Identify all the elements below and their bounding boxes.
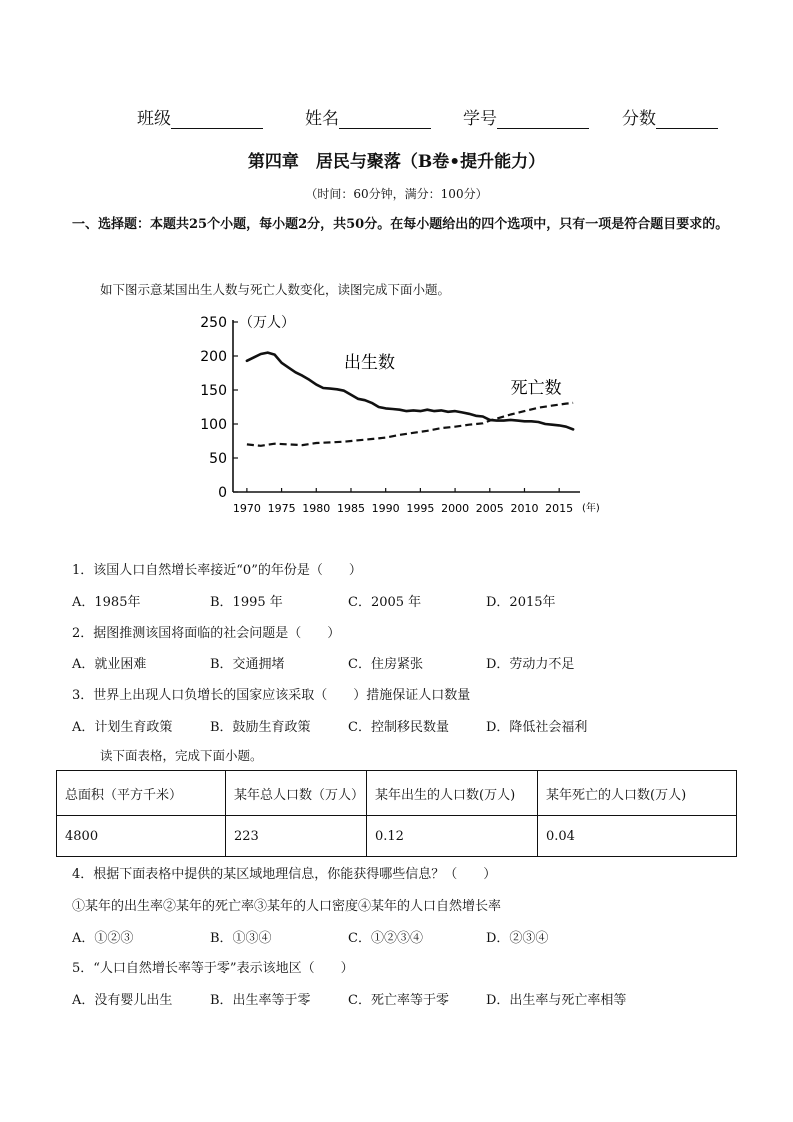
q5-option-d[interactable]: D．出生率与死亡率相等 <box>486 993 627 1008</box>
q2-option-b[interactable]: B．交通拥堵 <box>210 657 285 672</box>
y-tick-label: 100 <box>200 417 227 433</box>
q4-option-a[interactable]: A．①②③ <box>72 931 134 946</box>
question-4-stem: 4．根据下面表格中提供的某区域地理信息，你能获得哪些信息？（ ） <box>72 867 497 882</box>
x-tick-label: 2000 <box>441 502 470 515</box>
q1-option-d[interactable]: D．2015年 <box>486 595 556 610</box>
exam-info: （时间：60分钟，满分：100分） <box>305 187 488 201</box>
x-tick-label: 1975 <box>267 502 296 515</box>
series-annotation: 出生数 <box>344 353 396 374</box>
id-label: 学号 <box>463 109 497 129</box>
score-field[interactable] <box>622 104 718 129</box>
question-5-options <box>72 989 732 1009</box>
x-tick-label: 1980 <box>302 502 331 515</box>
class-label: 班级 <box>137 109 171 129</box>
x-tick-label: 1970 <box>232 502 261 515</box>
x-tick-label: 2015 <box>545 502 574 515</box>
q3-option-a[interactable]: A．计划生育政策 <box>72 720 173 735</box>
population-chart <box>180 305 610 520</box>
q1-option-c[interactable]: C．2005 年 <box>348 595 422 610</box>
name-blank[interactable] <box>339 110 431 129</box>
q4-option-d[interactable]: D．②③④ <box>486 931 549 946</box>
x-tick-label: 1995 <box>406 502 435 515</box>
table-cell: 0.12 <box>367 816 538 857</box>
question-2-stem: 2．据图推测该国将面临的社会问题是（ ） <box>72 626 341 641</box>
chart-intro: 如下图示意某国出生人数与死亡人数变化，读图完成下面小题。 <box>100 282 451 297</box>
q2-option-d[interactable]: D．劳动力不足 <box>486 657 575 672</box>
q5-option-a[interactable]: A．没有婴儿出生 <box>72 993 173 1008</box>
question-1-stem: 1．该国人口自然增长率接近“0”的年份是（ ） <box>72 563 362 578</box>
y-tick-label: 0 <box>218 485 227 501</box>
question-2-options <box>72 653 732 673</box>
table-header-cell: 某年死亡的人口数(万人) <box>538 771 737 816</box>
section-heading: 一、选择题：本题共25个小题，每小题2分，共50分。在每小题给出的四个选项中，只有一项是符合题目要求的。 <box>72 217 729 232</box>
question-3-options <box>72 716 732 736</box>
q5-option-c[interactable]: C．死亡率等于零 <box>348 993 449 1008</box>
region-data-table <box>56 770 737 857</box>
table-cell: 4800 <box>57 816 226 857</box>
question-5-stem: 5．“人口自然增长率等于零”表示该地区（ ） <box>72 961 354 976</box>
table-header-cell: 某年总人口数（万人） <box>226 771 367 816</box>
table-cell: 223 <box>226 816 367 857</box>
series-line-deaths <box>247 403 573 446</box>
x-tick-label: 1990 <box>371 502 400 515</box>
y-tick-label: 50 <box>209 451 227 467</box>
y-axis-label: （万人） <box>239 315 295 331</box>
name-field[interactable] <box>305 104 431 129</box>
x-tick-label: 2005 <box>475 502 504 515</box>
class-field[interactable] <box>137 104 263 129</box>
question-4-info: ①某年的出生率②某年的死亡率③某年的人口密度④某年的人口自然增长率 <box>72 899 502 914</box>
question-1-options <box>72 591 732 611</box>
x-axis-label: (年) <box>582 503 600 514</box>
id-field[interactable] <box>463 104 589 129</box>
x-tick-label: 1985 <box>336 502 365 515</box>
x-tick-label: 2010 <box>510 502 539 515</box>
q2-option-c[interactable]: C．住房紧张 <box>348 657 423 672</box>
table-header-cell: 总面积（平方千米） <box>57 771 226 816</box>
q3-option-b[interactable]: B．鼓励生育政策 <box>210 720 311 735</box>
y-tick-label: 200 <box>200 349 227 365</box>
q4-option-b[interactable]: B．①③④ <box>210 931 272 946</box>
score-blank[interactable] <box>656 110 718 129</box>
name-label: 姓名 <box>305 109 339 129</box>
series-annotation: 死亡数 <box>510 378 562 399</box>
class-blank[interactable] <box>171 110 263 129</box>
question-4-options <box>72 927 732 947</box>
table-intro: 读下面表格，完成下面小题。 <box>100 748 263 763</box>
student-info-row <box>0 104 793 128</box>
q3-option-d[interactable]: D．降低社会福利 <box>486 720 588 735</box>
y-tick-label: 150 <box>200 383 227 399</box>
q3-option-c[interactable]: C．控制移民数量 <box>348 720 449 735</box>
q4-option-c[interactable]: C．①②③④ <box>348 931 423 946</box>
table-row <box>57 816 737 857</box>
table-cell: 0.04 <box>538 816 737 857</box>
table-header-row <box>57 771 737 816</box>
q1-option-a[interactable]: A．1985年 <box>72 595 141 610</box>
q1-option-b[interactable]: B．1995 年 <box>210 595 283 610</box>
score-label: 分数 <box>622 109 656 129</box>
y-tick-label: 250 <box>200 315 227 331</box>
q2-option-a[interactable]: A．就业困难 <box>72 657 147 672</box>
question-3-stem: 3．世界上出现人口负增长的国家应该采取（ ）措施保证人口数量 <box>72 688 471 703</box>
id-blank[interactable] <box>497 110 589 129</box>
page-title: 第四章 居民与聚落（B卷•提升能力） <box>247 152 546 172</box>
q5-option-b[interactable]: B．出生率等于零 <box>210 993 311 1008</box>
table-header-cell: 某年出生的人口数(万人) <box>367 771 538 816</box>
